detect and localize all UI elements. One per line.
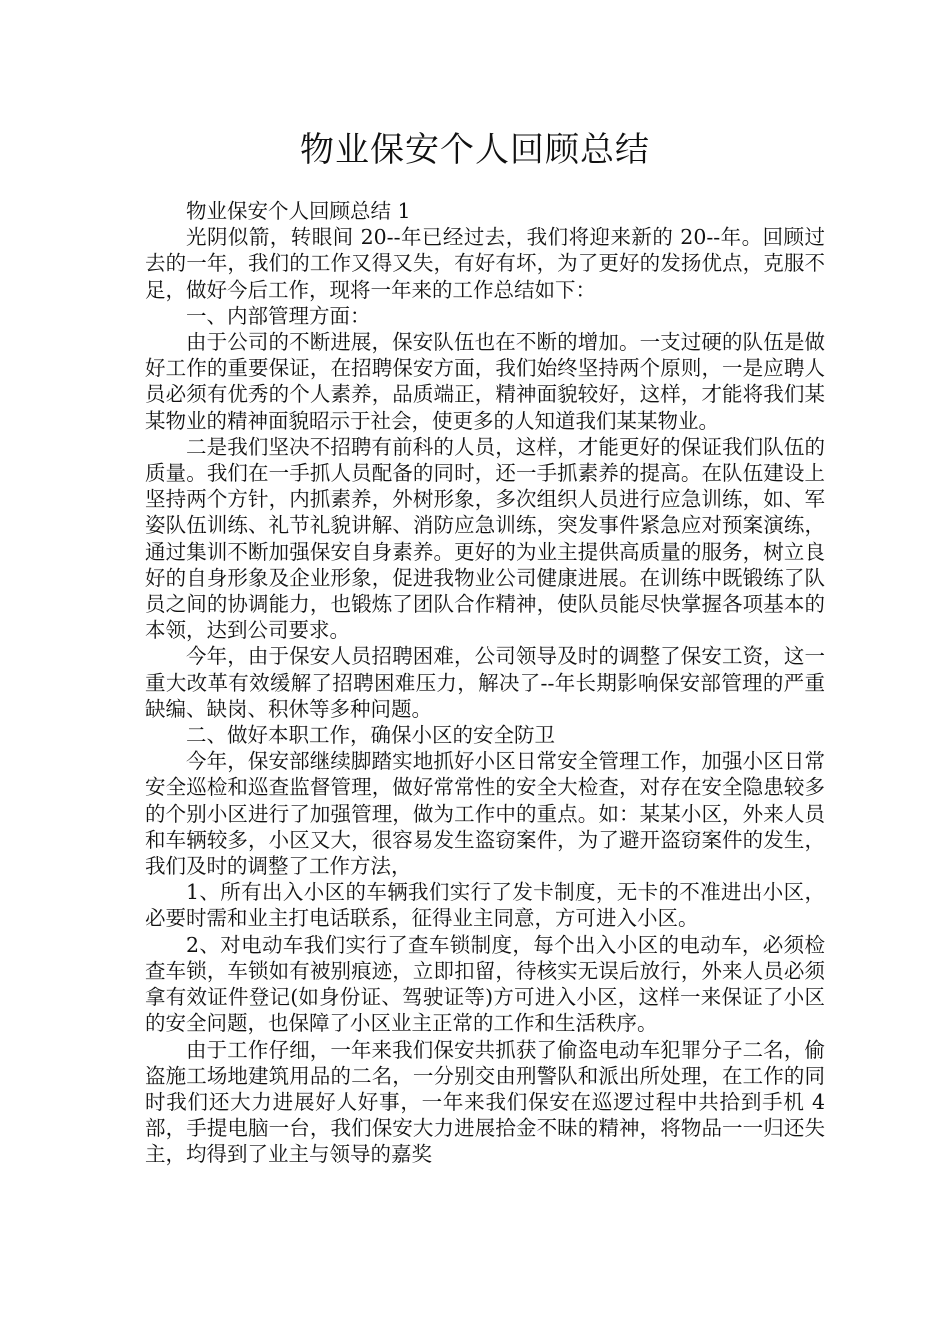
paragraph: 由于公司的不断进展，保安队伍也在不断的增加。一支过硬的队伍是做好工作的重要保证，在招聘保安方面，我们始终坚持两个原则，一是应聘人员必须有优秀的个人素养，品质端正，精神面貌较好，这样，才能将我们某某物业的精神面貌昭示于社会，使更多的人知道我们某某物业。 — [145, 330, 825, 433]
section-heading-internal-management: 一、内部管理方面： — [186, 303, 371, 328]
section-heading: 物业保安个人回顾总结 1 — [186, 199, 411, 223]
paragraph: 今年，保安部继续脚踏实地抓好小区日常安全管理工作，加强小区日常安全巡检和巡查监督管理，做好常常性的安全大检查，对存在安全隐患较多的个别小区进行了加强管理，做为工作中的重点。如：某某小区，外来人员和车辆较多，小区又大，很容易发生盗窃案件，为了避开盗窃案件的发生，我们及时的调整了工作方法， — [145, 749, 825, 879]
paragraph: 由于工作仔细，一年来我们保安共抓获了偷盗电动车犯罪分子二名，偷盗施工场地建筑用品的二名，一分别交由刑警队和派出所处理，在工作的同时我们还大力进展好人好事，一年来我们保安在巡逻过程中共拾到手机 4 部，手提电脑一台，我们保安大力进展拾金不昧的精神，将物品一一归还失主，均得到了业主与领导的嘉奖 — [145, 1037, 825, 1167]
list-item: 2、对电动车我们实行了查车锁制度，每个出入小区的电动车，必须检查车锁，车锁如有被别痕迹，立即扣留，待核实无误后放行，外来人员必须拿有效证件登记(如身份证、驾驶证等)方可进入小区，这样一来保证了小区的安全问题，也保障了小区业主正常的工作和生活秩序。 — [145, 932, 825, 1036]
list-item: 1、所有出入小区的车辆我们实行了发卡制度，无卡的不准进出小区，必要时需和业主打电话联系，征得业主同意，方可进入小区。 — [145, 880, 825, 931]
paragraph: 二是我们坚决不招聘有前科的人员，这样，才能更好的保证我们队伍的质量。我们在一手抓人员配备的同时，还一手抓素养的提高。在队伍建设上坚持两个方针，内抓素养，外树形象，多次组织人员进行应急训练，如、军姿队伍训练、礼节礼貌讲解、消防应急训练，突发事件紧急应对预案演练，通过集训不断加强保安自身素养。更好的为业主提供高质量的服务，树立良好的自身形象及企业形象，促进我物业公司健康进展。在训练中既锻练了队员之间的协调能力，也锻炼了团队合作精神，使队员能尽快掌握各项基本的本领，达到公司要求。 — [145, 434, 825, 643]
section-heading-security-duty: 二、做好本职工作，确保小区的安全防卫 — [186, 723, 555, 748]
paragraph-intro: 光阴似箭，转眼间 20--年已经过去，我们将迎来新的 20--年。回顾过去的一年，我们的工作又得又失，有好有坏，为了更好的发扬优点，克服不足，做好今后工作，现将一年来的工作总结如下： — [145, 225, 825, 302]
document-body — [145, 198, 825, 1168]
paragraph: 今年，由于保安人员招聘困难，公司领导及时的调整了保安工资，这一重大改革有效缓解了招聘困难压力，解决了--年长期影响保安部管理的严重缺编、缺岗、积休等多种问题。 — [145, 644, 825, 721]
document-title: 物业保安个人回顾总结 — [300, 130, 650, 170]
